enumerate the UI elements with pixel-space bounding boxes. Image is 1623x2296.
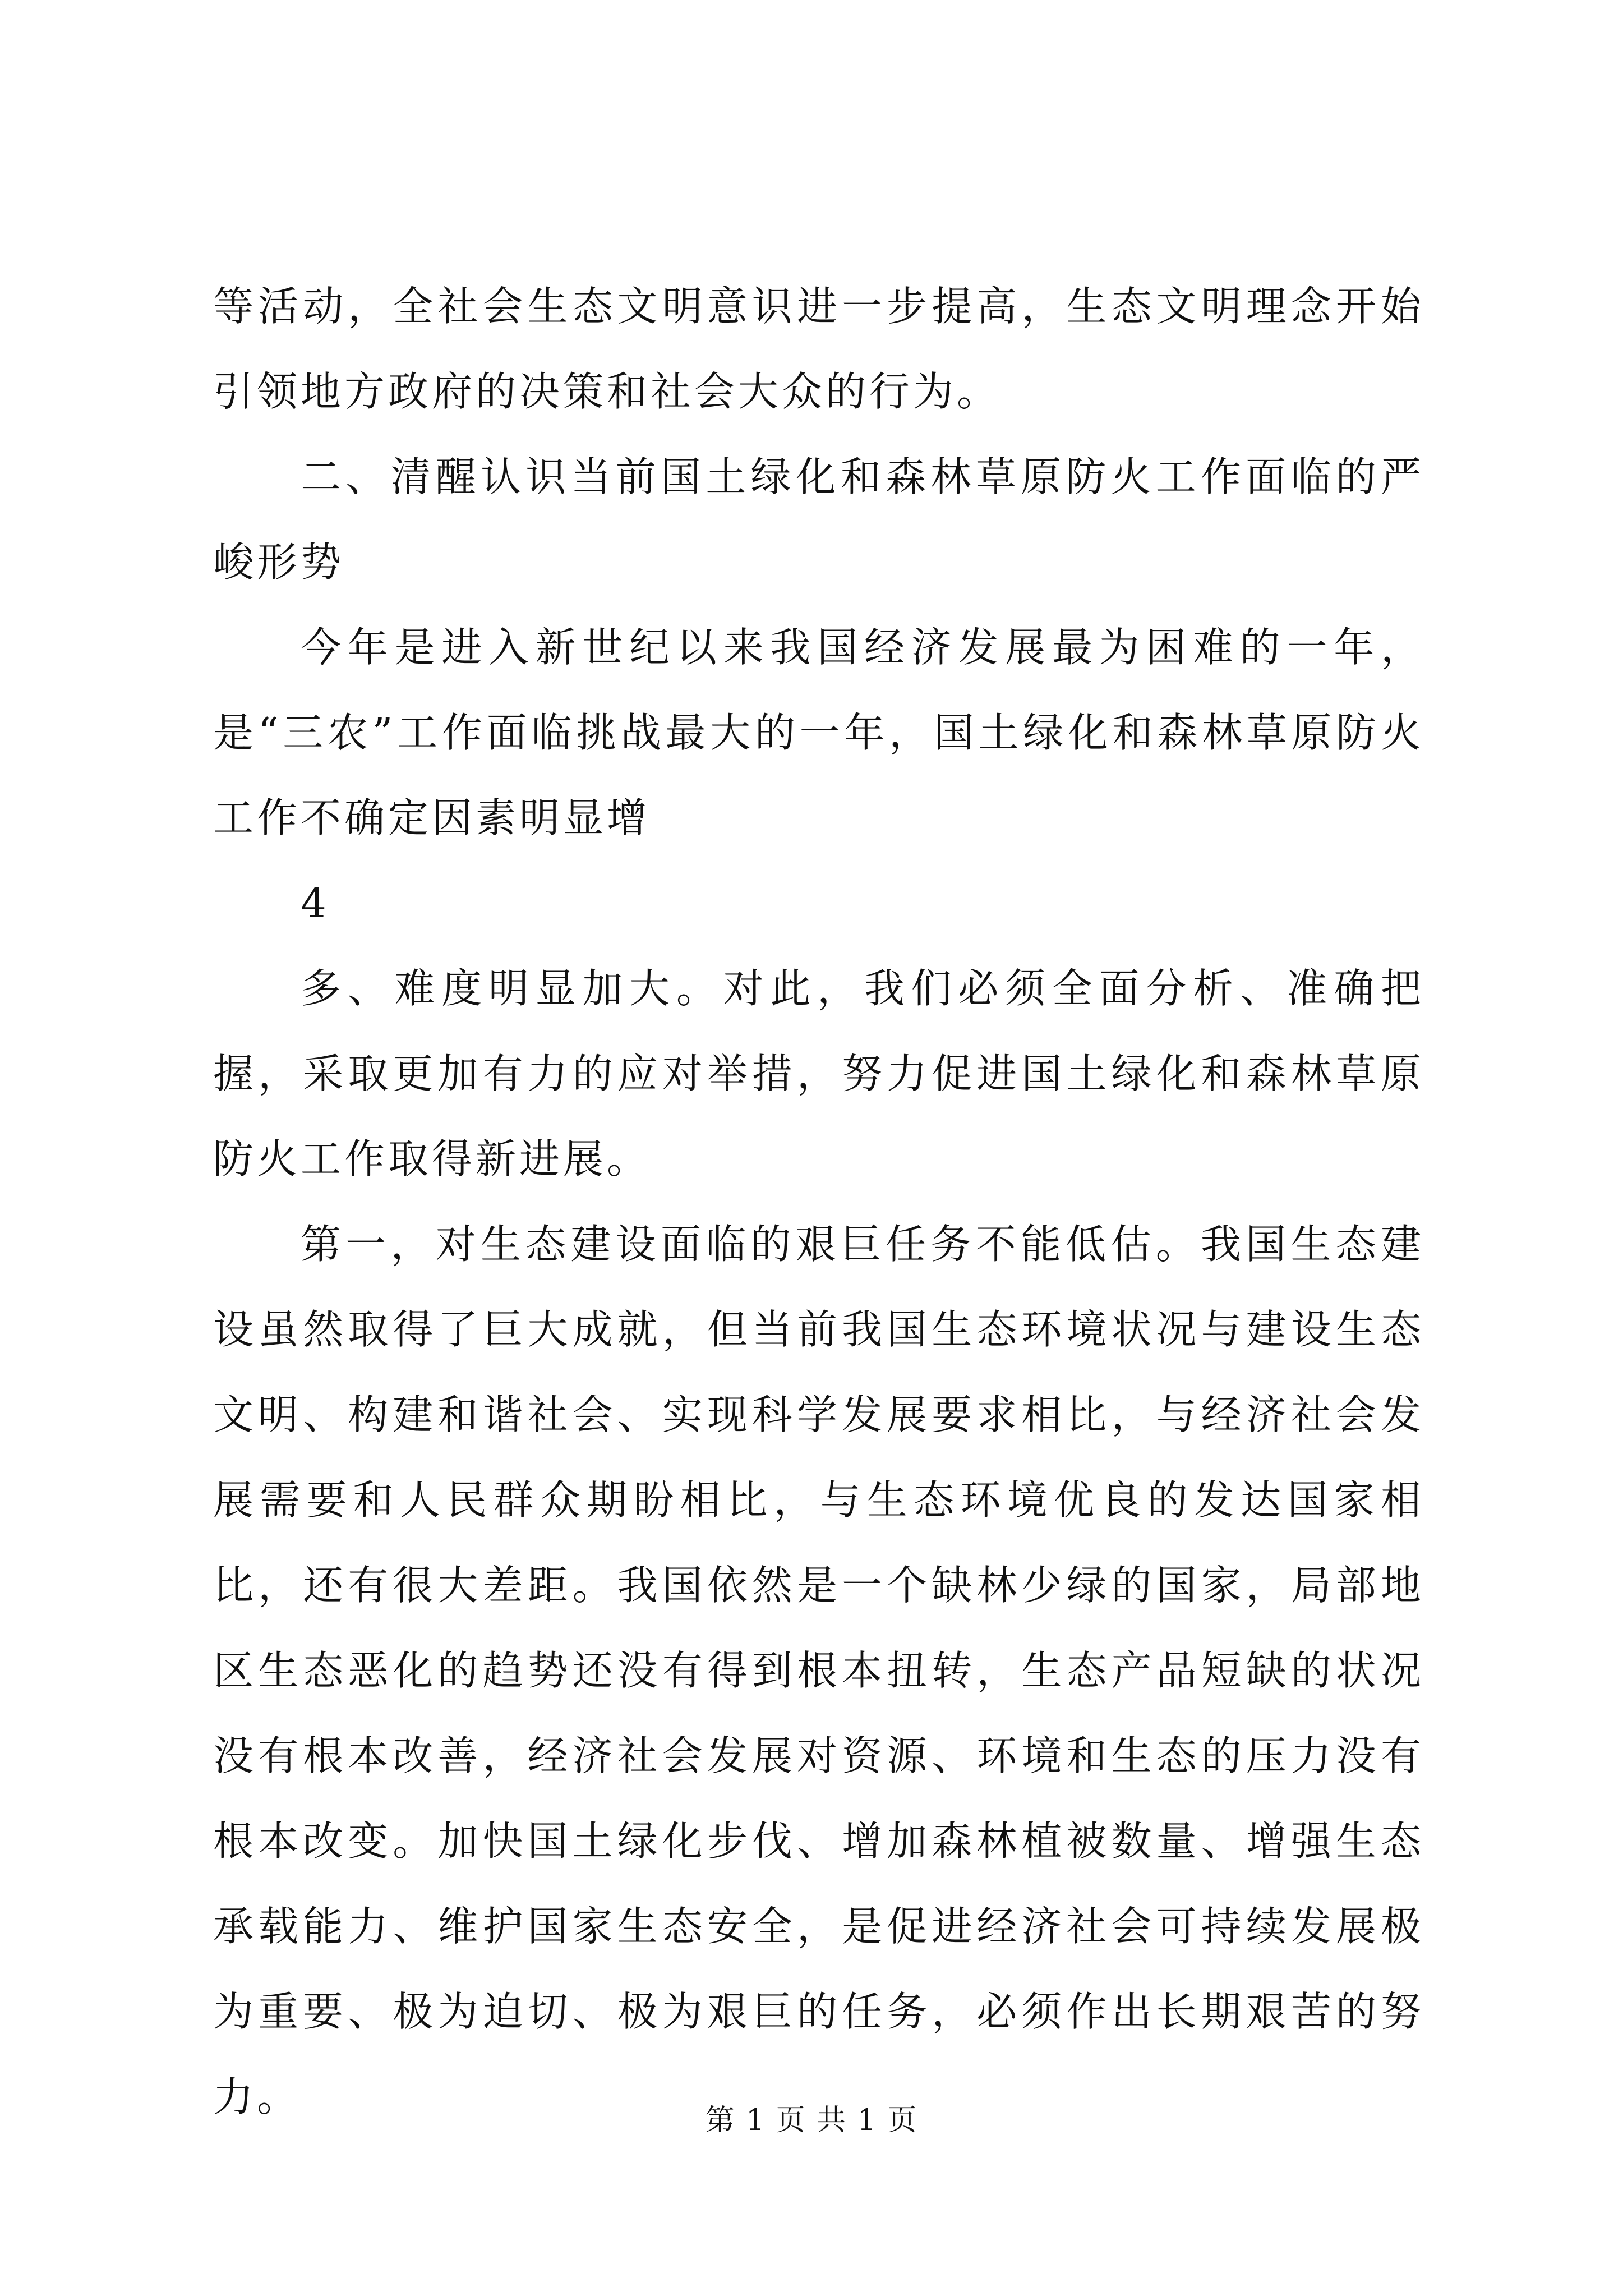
page-footer: 第 1 页 共 1 页: [705, 2104, 918, 2137]
paragraph: 今年是进入新世纪以来我国经济发展最为困难的一年，是“三农”工作面临挑战最大的一年，国土绿化和森林草原防火工作不确定因素明显增: [213, 624, 1424, 841]
section-heading: 二、清醒认识当前国土绿化和森林草原防火工作面临的严峻形势: [213, 453, 1424, 586]
document-body: [213, 264, 1424, 2139]
inline-page-number: 4: [301, 880, 330, 927]
paragraph-continuation: 等活动，全社会生态文明意识进一步提高，生态文明理念开始引领地方政府的决策和社会大众的行为。: [213, 283, 1424, 415]
paragraph: 多、难度明显加大。对此，我们必须全面分析、准确把握，采取更加有力的应对举措，努力促进国土绿化和森林草原防火工作取得新进展。: [213, 965, 1424, 1182]
paragraph: 第一，对生态建设面临的艰巨任务不能低估。我国生态建设虽然取得了巨大成就，但当前我国生态环境状况与建设生态文明、构建和谐社会、实现科学发展要求相比，与经济社会发展需要和人民群众期盼相比，与生态环境优良的发达国家相比，还有很大差距。我国依然是一个缺林少绿的国家，局部地区生态恶化的趋势还没有得到根本扭转，生态产品短缺的状况没有根本改善，经济社会发展对资源、环境和生态的压力没有根本改变。加快国土绿化步伐、增加森林植被数量、增强生态承载能力、维护国家生态安全，是促进经济社会可持续发展极为重要、极为迫切、极为艰巨的任务，必须作出长期艰苦的努力。: [213, 1221, 1424, 2120]
